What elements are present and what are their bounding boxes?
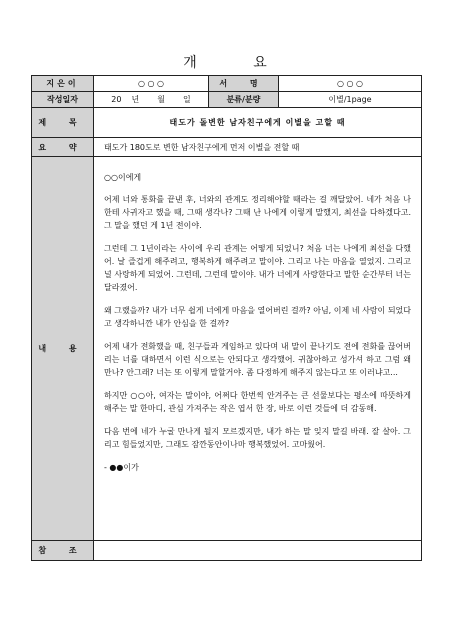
date-label: 작성일자 (32, 92, 94, 108)
date-month-unit: 월 (157, 95, 165, 104)
letter-signoff: - ●●이가 (104, 463, 139, 472)
signature-label: 서 명 (209, 76, 279, 92)
letter-paragraph: 어제 내가 전화했을 때, 친구들과 게임하고 있다며 내 말이 끝나기도 전에 전화를 끊어버리는 너를 대하면서 이런 식으로는 안되다고 생각했어. 귀찮아하고 성가셔 하고 그럼 왜 만나? 안그래? 너는 또 이렇게 말할거야. 좀 다정하게 해주지 않는다고 또 이러냐고... (104, 342, 411, 377)
signature-value: ○ ○ ○ (279, 76, 422, 92)
letter-paragraph: 다음 번에 네가 누굴 만나게 될지 모르겠지만, 내가 하는 말 잊지 말길 바래. 잘 살아. 그리고 힘들었지만, 그래도 잠깐동안이나마 행복했었어. 고마웠어. (104, 427, 411, 449)
date-year: 20 (111, 95, 122, 104)
date-year-unit: 년 (131, 95, 140, 104)
subject-row (32, 108, 422, 138)
content-row (32, 157, 422, 541)
category-value: 이별/1page (279, 92, 422, 108)
letter-paragraph: 하지만 ○○아, 여자는 말이야, 어쩌다 한번씩 안겨주는 큰 선물보다는 평소에 따뜻하게 해주는 말 한마디, 관심 가져주는 작은 엽서 한 장, 바로 이런 것들에 더 감동해. (104, 391, 411, 413)
reference-value (94, 541, 422, 561)
reference-label: 참 조 (32, 541, 94, 561)
category-label: 분류/분량 (209, 92, 279, 108)
summary-label: 요 약 (32, 138, 94, 157)
letter-content (94, 157, 422, 541)
subject-label: 제 목 (32, 108, 94, 138)
letter-paragraph: 왜 그랬을까? 내가 너무 쉽게 너에게 마음을 열어버린 걸까? 아님, 이제 네 사람이 되었다고 생각하니깐 내가 안심을 한 걸까? (104, 306, 411, 328)
date-day-unit: 일 (182, 95, 191, 104)
subject-value: 태도가 돌변한 남자친구에게 이별을 고할 때 (94, 108, 422, 138)
author-row (32, 76, 422, 92)
letter-greeting: ○○이에게 (104, 173, 142, 182)
letter-paragraph: 그런데 그 1년이라는 사이에 우리 관계는 어떻게 되었니? 처음 너는 나에게 최선을 다했어. 날 즐겁게 해주려고, 행복하게 해주려고 말이야. 그리고 나는 마음을 열었지. 그리고 널 사랑하게 되었어. 그런데, 그런데 말이야. 내가 너에게 사랑한다고 말한 순간부터 너는 달라졌어. (104, 244, 411, 292)
author-value: ○ ○ ○ (94, 76, 209, 92)
summary-row (32, 138, 422, 157)
letter-paragraph: 어제 너와 통화를 끝낸 후, 너와의 관계도 정리해야할 때라는 걸 깨달았어. 네가 처음 나한테 사귀자고 했을 때, 그때 생각나? 그때 난 나에게 이렇게 말했지, 최선을 다하겠다고. 그 말을 했던 게 1년 전이야. (104, 195, 411, 230)
date-row (32, 92, 422, 108)
reference-row (32, 541, 422, 561)
overview-form-table (31, 75, 422, 561)
summary-value: 태도가 180도로 변한 남자친구에게 먼저 이별을 전할 때 (94, 138, 422, 157)
content-label: 내 용 (32, 157, 94, 541)
author-label: 지은이 (32, 76, 94, 92)
date-value (94, 92, 209, 108)
document-title: 개 요 (183, 55, 293, 71)
